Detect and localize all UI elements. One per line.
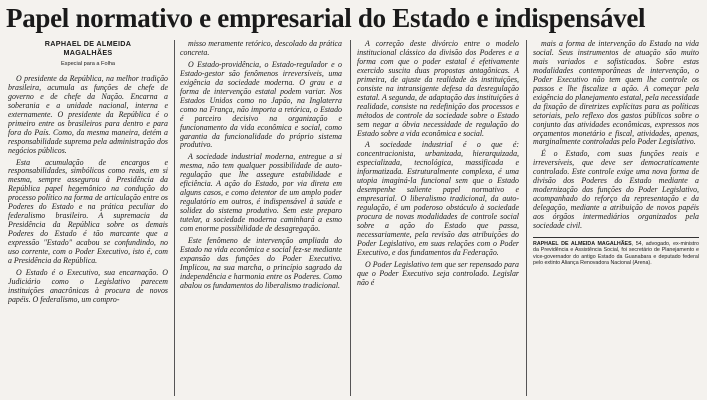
paragraph: O Poder Legislativo tem que ser repensado para que o Poder Executivo seja controlado. Legislar não é bbox=[357, 259, 519, 287]
article-column-1 bbox=[8, 40, 168, 398]
column-rule bbox=[526, 40, 527, 396]
bio-divider bbox=[533, 237, 699, 238]
article-column-2 bbox=[180, 40, 342, 398]
byline bbox=[8, 40, 168, 57]
paragraph: O presidente da República, na melhor tradição brasileira, acumula as funções de chefe de governo e de chefe da Nação. Encarna a soberania e a unidade nacional, interna e externamente. O presidente da República é o primeiro entre os brasileiros para dentro e para fora do País. Como, da mesma maneira, detém a responsabilidade suprema pela administração dos negócios públicos. bbox=[8, 73, 168, 155]
paragraph: Esta acumulação de encargos e responsabilidades, simbólicos como reais, em si mesma, sempre assegurou à Presidência da República papel hegemônico na condução do processo político na forma de articulação entre os Poderes do Estado e na prática peculiar do federalismo brasileiro. A supremacia da Presidência da República sobre os demais Poderes do Estado é tão marcante que a expressão "Estado" acabou se confundindo, no uso corrente, com o Poder Executivo, isto é, com a Presidência da República. bbox=[8, 157, 168, 266]
paragraph: mais a forma de intervenção do Estado na vida social. Seus instrumentos de atuação são muito mais variados e sofisticados. Sobre estas modalidades contemporâneas de intervenção, o Poder Executivo não tem quem lhe controle os passos e lhe fiscalize a ação. A começar pela exigência do planejamento estatal, pela necessidade da fixação de diretrizes explícitas para as políticas setoriais, pelo reflexo dos gastos públicos sobre o conjunto das atividades econômicas, expressos nos orçamentos monetário e fiscal, atividades, apenas, marginalmente controladas pelo Poder Legislativo. bbox=[533, 40, 699, 147]
paragraph: A correção deste divórcio entre o modelo institucional clássico da divisão dos Poderes e a forma com que o poder estatal é efetivamente exercido suscita duas propostas antagônicas. A primeira, de ajuste da realidade às instituições, consiste na intransigente defesa da desregulação estatal. A segunda, de adaptação das instituições à realidade, consiste na redefinição dos processos e métodos de controle da sociedade sobre o Estado sem negar a óbvia necessidade de regulação do Estado sobre a vida econômica e social. bbox=[357, 40, 519, 138]
paragraph: Este fenômeno de intervenção ampliada do Estado na vida econômica e social fez-se mediante expansão das funções do Poder Executivo. Implicou, na sua marcha, o princípio sagrado da independência e harmonia entre os Poderes. Como abalou os fundamentos do liberalismo tradicional. bbox=[180, 236, 342, 290]
author-bio bbox=[533, 241, 699, 266]
bio-author-name: RAPHAEL DE ALMEIDA MAGALHÃES bbox=[533, 241, 632, 248]
column-rule bbox=[174, 40, 175, 396]
paragraph: A sociedade industrial é o que é: concentracionista, urbanizada, hierarquizada, especializada, tecnológica, massificada e informatizada. Estruturalmente complexa, é uma utopia imaginá-la funcional sem que o Estado desempenhe saliente papel normativo e empresarial. O liberalismo tradicional, da auto-regulação, é um poderoso obstáculo à sociedade procura de novas modalidades de controle social sobre a ação do Estado que passa, necessariamente, pela revisão das atribuições do Poder Legislativo, em suas relações com o Poder Executivo, e dos fundamentos da Federação. bbox=[357, 140, 519, 257]
column-rule bbox=[350, 40, 351, 396]
author-name-line1: RAPHAEL DE ALMEIDA bbox=[44, 40, 132, 48]
bio-text: , 54, advogado, ex-ministro da Previdência e Assistência Social, foi secretário de Planejamento e vice-governador do antigo Estado da Guanabara e deputado federal pelo extinto Aliança Renovadora Nacional (Arena). bbox=[533, 241, 699, 266]
paragraph: misso meramente retórico, descolado da prática concreta. bbox=[180, 40, 342, 57]
paragraph: O Estado é o Executivo, sua encarnação. O Judiciário como o Legislativo parecem instituições anacrônicas à procura de novos papéis. O federalismo, um compro- bbox=[8, 267, 168, 304]
paragraph: A sociedade industrial moderna, entregue a si mesma, não tem qualquer possibilidade de auto-regulação que lhe assegure estabilidade e eficiência. A ação do Estado, por via direta em alguns casos, e como detentor de um amplo poder regulatório em outros, é indispensável à saúde e solidez do sistema produtivo. Sem este preparo tutelar, a sociedade moderna caminhará a esmo com enorme possibilidade de desagregação. bbox=[180, 152, 342, 234]
headline: Papel normativo e empresarial do Estado e indispensável bbox=[6, 3, 646, 33]
article-column-4 bbox=[533, 40, 699, 398]
special-credit: Especial para a Folha bbox=[60, 61, 116, 67]
paragraph: É o Estado, com suas funções reais e irreversíveis, que deve ser democraticamente controlado. Este controle exige uma nova forma de divisão dos Poderes do Estado mediante a modernização das funções do Poder Legislativo, acompanhado do reforço da representação e da delegação, mediante a atribuição de novos papéis aos órgãos intermediários organizados pela sociedade civil. bbox=[533, 149, 699, 231]
article-column-3 bbox=[357, 40, 519, 398]
paragraph: O Estado-providência, o Estado-regulador e o Estado-gestor são fenômenos irreversíveis, uma exigência da sociedade moderna. O grau e a forma de intervenção estatal podem variar. Nos Estados Unidos como no Japão, na Inglaterra como na França, não importa a retórica, o Estado é parceiro decisivo na organização e funcionamento da vida econômica e social, como garantia da funcionalidade do próprio sistema produtivo. bbox=[180, 59, 342, 150]
author-name-line2: MAGALHÃES bbox=[63, 47, 113, 57]
